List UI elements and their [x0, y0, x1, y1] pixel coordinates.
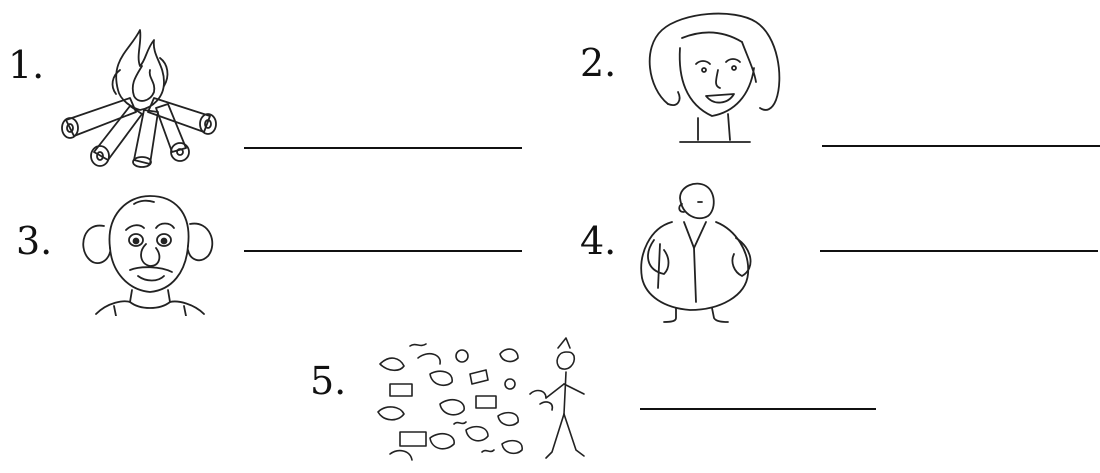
item-4-number: 4.	[580, 219, 617, 263]
woman-face-icon	[638, 8, 788, 148]
answer-line-2[interactable]	[822, 145, 1100, 147]
item-1-number: 1.	[8, 43, 45, 87]
messy-scene-icon	[370, 334, 610, 470]
answer-line-4[interactable]	[820, 250, 1098, 252]
answer-line-5[interactable]	[640, 408, 876, 410]
item-5-number: 5.	[310, 359, 347, 403]
item-3-number: 3.	[16, 219, 53, 263]
answer-line-1[interactable]	[244, 147, 522, 149]
item-2-number: 2.	[580, 41, 617, 85]
campfire-icon	[60, 20, 220, 168]
answer-line-3[interactable]	[244, 250, 522, 252]
fat-man-icon	[624, 178, 774, 324]
old-man-face-icon	[74, 186, 224, 316]
